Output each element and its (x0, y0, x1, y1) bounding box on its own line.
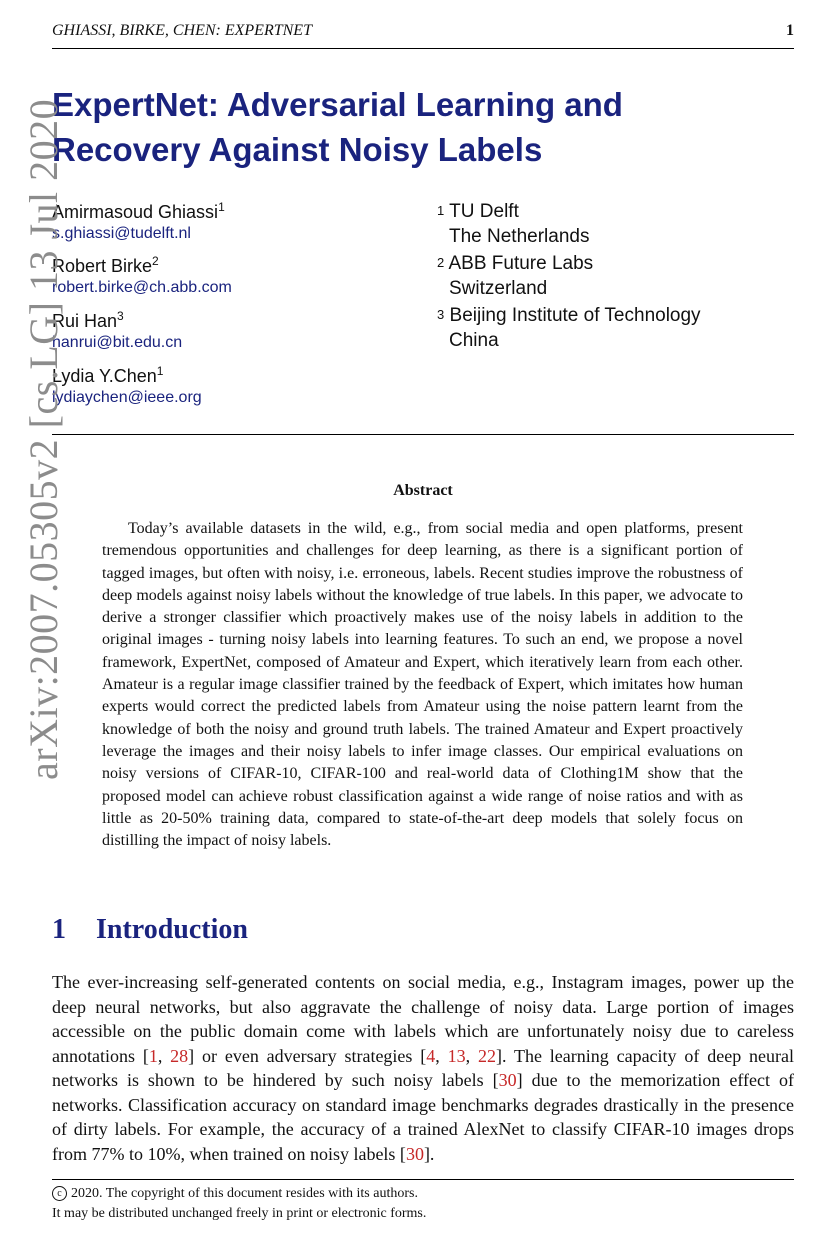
author-name: Robert Birke$^2$ (52, 254, 159, 276)
running-head (52, 22, 794, 44)
section-title: Introduction (96, 914, 248, 945)
author-block (52, 309, 182, 352)
separator-rule (52, 434, 794, 435)
running-head-authors: GHIASSI, BIRKE, CHEN: EXPERTNET (52, 22, 312, 39)
page-number: 1 (786, 22, 794, 39)
footnote-rule (52, 1179, 794, 1180)
affiliation: $^1$ TU Delft The Netherlands (437, 201, 590, 247)
citation-link[interactable]: 13 (447, 1045, 466, 1066)
abstract-text: Today’s available datasets in the wild, e.g., from social media and open platforms, present tremendous opportunities and challenges for deep learning, as there is a significant portion of tagged images, but often with noisy, i.e. erroneous, labels. Recent studies improve the robustness of deep models against noisy labels without the knowledge of true labels. In this paper, we advocate to derive a stronger classifier which proactively makes use of the noisy labels in addition to the original images - turning noisy labels into learning features. To such an end, we propose a novel framework, ExpertNet, composed of Amateur and Expert, which iteratively learn from each other. Amateur is a regular image classifier trained by the feedback of Expert, which imitates how human experts would correct the predicted labels from Amateur using the noise pattern learnt from the knowledge of both the noisy and ground truth labels. The trained Amateur and Expert proactively leverage the images and their noisy labels to infer image classes. Our empirical evaluations on noisy versions of CIFAR-10, CIFAR-100 and real-world data of Clothing1M show that the proposed model can achieve robust classification against a wide range of noise ratios and with as little as 20-50% training data, compared to state-of-the-art deep models that solely focus on distilling the impact of noisy labels. (102, 520, 743, 850)
paper-title (52, 82, 752, 172)
citation-link[interactable]: 28 (170, 1045, 189, 1066)
author-name: Lydia Y.Chen$^1$ (52, 364, 164, 386)
copyright-icon: c (52, 1186, 67, 1201)
citation-link[interactable]: 1 (148, 1045, 158, 1066)
section-heading (52, 914, 248, 946)
header-rule (52, 48, 794, 49)
author-email[interactable]: s.ghiassi@tudelft.nl (52, 225, 191, 242)
citation-link[interactable]: 4 (426, 1045, 436, 1066)
citation-link[interactable]: 30 (498, 1070, 517, 1090)
intro-paragraph: The ever-increasing self-generated contents on social media, e.g., Instagram images, power up the deep neural networks, but also aggravate the challenge of noisy data. Large portion of images accessible on the public domain come with labels which are unfortunately noisy due to careless annotations [1, 28] or even adversary strategies [4, 13, 22]. The learning capacity of deep neural networks is shown to be hindered by such noisy labels [30] due to the memorization effect of networks. Classification accuracy on standard image benchmarks degrades drastically in the presence of dirty labels. For example, the accuracy of a trained AlexNet to classify CIFAR-10 images drops from 77% to 10%, when trained on noisy labels [30]. (52, 972, 795, 1164)
affiliation: $^2$ ABB Future Labs Switzerland (437, 253, 594, 299)
copyright-footnote: c 2020. The copyright of this document resides with its authors. It may be distributed unchanged freely in print or electronic forms. (52, 1186, 427, 1221)
author-block (52, 200, 225, 243)
title-line-1: ExpertNet: Adversarial Learning and (52, 86, 623, 123)
author-block (52, 364, 202, 407)
title-line-2: Recovery Against Noisy Labels (52, 131, 543, 168)
citation-link[interactable]: 22 (477, 1045, 496, 1066)
arxiv-stamp: arXiv:2007.05305v2 [cs.LG] 13 Jul 2020 (21, 98, 66, 780)
author-name: Rui Han$^3$ (52, 309, 124, 331)
author-email[interactable]: hanrui@bit.edu.cn (52, 334, 183, 351)
affiliation: $^3$ Beijing Institute of Technology China (437, 305, 701, 351)
author-block (52, 254, 232, 297)
citation-link[interactable]: 30 (405, 1143, 424, 1164)
author-email[interactable]: robert.birke@ch.abb.com (52, 279, 232, 296)
section-number: 1 (52, 914, 66, 945)
abstract-heading: Abstract (393, 482, 453, 499)
author-email[interactable]: lydiaychen@ieee.org (52, 389, 202, 406)
author-name: Amirmasoud Ghiassi$^1$ (52, 200, 225, 222)
